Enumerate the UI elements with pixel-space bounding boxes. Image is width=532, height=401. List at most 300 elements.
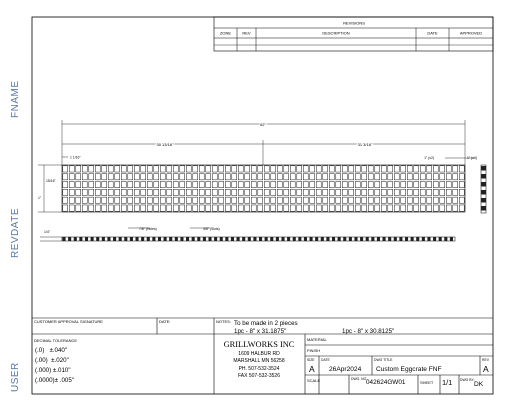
grid-cell bbox=[219, 174, 224, 180]
grid-cell bbox=[420, 189, 425, 195]
grid-cell bbox=[69, 189, 74, 195]
tolerance-label: DECIMAL TOLERANCE bbox=[34, 338, 78, 343]
grid-cell bbox=[453, 189, 458, 195]
grid-cell bbox=[82, 197, 87, 203]
grid-cell bbox=[284, 197, 289, 203]
grid-cell bbox=[401, 189, 406, 195]
grid-cell bbox=[225, 205, 230, 211]
grid-cell bbox=[277, 174, 282, 180]
grid-cell bbox=[69, 166, 74, 172]
grid-cell bbox=[323, 181, 328, 187]
grid-cell bbox=[219, 197, 224, 203]
grid-cell bbox=[433, 205, 438, 211]
edge-block bbox=[124, 237, 127, 241]
grid-cell bbox=[459, 205, 464, 211]
grid-cell bbox=[225, 174, 230, 180]
grid-cell bbox=[316, 205, 321, 211]
grid-cell bbox=[95, 197, 100, 203]
side-bar-segment bbox=[481, 174, 486, 179]
grid-cell bbox=[284, 189, 289, 195]
edge-block bbox=[304, 237, 307, 241]
grid-cell bbox=[290, 181, 295, 187]
customer-approval-label: CUSTOMER APPROVAL SIGNATURE bbox=[34, 319, 103, 324]
grid-cell bbox=[134, 174, 139, 180]
grid-cell bbox=[251, 166, 256, 172]
grid-cell bbox=[154, 205, 159, 211]
grid-cell bbox=[95, 189, 100, 195]
edge-block bbox=[411, 237, 414, 241]
grid-cell bbox=[245, 174, 250, 180]
grid-cell bbox=[323, 205, 328, 211]
grid-cell bbox=[310, 181, 315, 187]
grid-cell bbox=[297, 166, 302, 172]
grid-cell bbox=[147, 166, 152, 172]
grid-cell bbox=[167, 181, 172, 187]
grid-cell bbox=[271, 205, 276, 211]
grid-cell bbox=[381, 189, 386, 195]
edge-block bbox=[326, 237, 329, 241]
grid-cell bbox=[303, 197, 308, 203]
edge-block bbox=[394, 237, 397, 241]
grid-cell bbox=[407, 166, 412, 172]
grid-cell bbox=[440, 181, 445, 187]
grid-cell bbox=[193, 189, 198, 195]
grid-cell bbox=[271, 181, 276, 187]
grid-cell bbox=[108, 174, 113, 180]
dim-holes: 7/8" (Holes) bbox=[139, 227, 157, 231]
grid-cell bbox=[219, 181, 224, 187]
edge-block bbox=[388, 237, 391, 241]
grid-cell bbox=[264, 197, 269, 203]
grid-cell bbox=[355, 205, 360, 211]
grid-cell bbox=[82, 189, 87, 195]
grid-cell bbox=[193, 197, 198, 203]
edge-block bbox=[354, 237, 357, 241]
edge-block bbox=[164, 237, 167, 241]
edge-block bbox=[130, 237, 133, 241]
grid-cell bbox=[193, 205, 198, 211]
grid-cell bbox=[147, 197, 152, 203]
edge-block bbox=[237, 237, 240, 241]
grid-cell bbox=[141, 197, 146, 203]
grid-cell bbox=[446, 205, 451, 211]
grid-cell bbox=[381, 181, 386, 187]
grid-cell bbox=[76, 166, 81, 172]
grid-cell bbox=[108, 181, 113, 187]
grid-cell bbox=[180, 205, 185, 211]
grid-cell bbox=[414, 197, 419, 203]
grid-cell bbox=[245, 166, 250, 172]
grid-cell bbox=[102, 189, 107, 195]
edge-block bbox=[383, 237, 386, 241]
grid-cell bbox=[459, 189, 464, 195]
grid-cell bbox=[245, 181, 250, 187]
grid-cell bbox=[414, 205, 419, 211]
dim-left-margin: 1 1/16" bbox=[70, 155, 81, 160]
grid-cell bbox=[427, 174, 432, 180]
edge-block bbox=[85, 237, 88, 241]
grid-cell bbox=[115, 181, 120, 187]
grid-cell bbox=[401, 174, 406, 180]
dim-side-small: 1" bbox=[38, 196, 42, 200]
grid-cell bbox=[394, 205, 399, 211]
grid-cell bbox=[251, 189, 256, 195]
edge-block bbox=[349, 237, 352, 241]
grid-cell bbox=[446, 174, 451, 180]
grid-cell bbox=[401, 181, 406, 187]
edge-block bbox=[63, 237, 66, 241]
size-label: SIZE bbox=[307, 358, 315, 362]
grid-cell bbox=[212, 181, 217, 187]
grid-cell bbox=[284, 166, 289, 172]
grid-cell bbox=[407, 205, 412, 211]
date-label: DATE bbox=[321, 358, 330, 362]
grid-cell bbox=[264, 205, 269, 211]
grid-cell bbox=[329, 181, 334, 187]
grid-cell bbox=[407, 189, 412, 195]
grid-cell bbox=[232, 205, 237, 211]
edge-block bbox=[315, 237, 318, 241]
edge-block bbox=[192, 237, 195, 241]
grid-cell bbox=[323, 189, 328, 195]
grid-cell bbox=[102, 205, 107, 211]
grid-cell bbox=[446, 166, 451, 172]
grid-cell bbox=[284, 174, 289, 180]
grid-cell bbox=[414, 181, 419, 187]
grid-cell bbox=[316, 181, 321, 187]
notes-line2b: 1pc - 8" x 30.8125" bbox=[342, 328, 395, 335]
grid-cell bbox=[336, 181, 341, 187]
grid-cell bbox=[440, 166, 445, 172]
grid-cell bbox=[154, 189, 159, 195]
grid-cell bbox=[414, 189, 419, 195]
edge-block bbox=[265, 237, 268, 241]
grid-cell bbox=[128, 174, 133, 180]
grid-cell bbox=[297, 181, 302, 187]
grid-cell bbox=[173, 166, 178, 172]
grid-cell bbox=[186, 174, 191, 180]
edge-block bbox=[158, 237, 161, 241]
grid-cell bbox=[121, 189, 126, 195]
grid-cell bbox=[89, 181, 94, 187]
edge-block bbox=[96, 237, 99, 241]
grid-cell bbox=[433, 181, 438, 187]
revisions-title: REVISIONS bbox=[343, 20, 365, 26]
rev-header-description: DESCRIPTION bbox=[322, 30, 350, 36]
edge-block bbox=[180, 237, 183, 241]
grid-cell bbox=[381, 166, 386, 172]
edge-block bbox=[208, 237, 211, 241]
sheet-value: 1/1 bbox=[442, 378, 453, 387]
grid-cell bbox=[362, 174, 367, 180]
grid-cell bbox=[219, 205, 224, 211]
grid-cell bbox=[232, 189, 237, 195]
grid-cell bbox=[167, 166, 172, 172]
grid-cell bbox=[238, 205, 243, 211]
grid-cell bbox=[401, 197, 406, 203]
company-fax: FAX 507-532-3526 bbox=[238, 373, 280, 379]
grid-cell bbox=[336, 205, 341, 211]
grid-cell bbox=[349, 166, 354, 172]
grid-cell bbox=[219, 166, 224, 172]
grid-cell bbox=[173, 189, 178, 195]
company-name: GRILLWORKS INC bbox=[223, 340, 295, 349]
edge-block bbox=[287, 237, 290, 241]
grid-cell bbox=[147, 189, 152, 195]
edge-block bbox=[399, 237, 402, 241]
edge-block bbox=[276, 237, 279, 241]
grid-cell bbox=[271, 189, 276, 195]
grid-cell bbox=[245, 197, 250, 203]
grid-cell bbox=[89, 166, 94, 172]
grid-cell bbox=[362, 166, 367, 172]
edge-block bbox=[79, 237, 82, 241]
grid-cell bbox=[180, 181, 185, 187]
grid-cell bbox=[329, 205, 334, 211]
edge-block bbox=[74, 237, 77, 241]
grid-cell bbox=[414, 166, 419, 172]
grid-cell bbox=[355, 174, 360, 180]
material-label: MATERIAL bbox=[307, 337, 327, 342]
edge-block bbox=[68, 237, 71, 241]
grid-cell bbox=[102, 166, 107, 172]
grid-cell bbox=[407, 197, 412, 203]
grid-cell bbox=[89, 205, 94, 211]
grid-cell bbox=[290, 197, 295, 203]
rev-value: A bbox=[483, 364, 489, 374]
grid-cell bbox=[401, 166, 406, 172]
finish-label: FINISH bbox=[307, 348, 321, 353]
edge-block bbox=[444, 237, 447, 241]
grid-cell bbox=[290, 189, 295, 195]
dwg-title-value: Custom Eggcrate FNF bbox=[376, 366, 442, 373]
grid-cell bbox=[277, 205, 282, 211]
edge-block bbox=[197, 237, 200, 241]
grid-cell bbox=[440, 189, 445, 195]
dwg-by-label: DWG BY: bbox=[460, 378, 475, 382]
grid-cell bbox=[290, 205, 295, 211]
edge-block bbox=[422, 237, 425, 241]
grid-cell bbox=[251, 205, 256, 211]
grid-cell bbox=[115, 197, 120, 203]
grid-cell bbox=[375, 189, 380, 195]
grid-cell bbox=[258, 205, 263, 211]
approval-date-label: DATE: bbox=[159, 319, 171, 324]
grid-cell bbox=[368, 205, 373, 211]
grid-cell bbox=[173, 181, 178, 187]
grid-cell bbox=[238, 197, 243, 203]
grid-cell bbox=[303, 205, 308, 211]
grid-cell bbox=[342, 166, 347, 172]
grid-cell bbox=[316, 189, 321, 195]
grid-cell bbox=[167, 189, 172, 195]
edge-block bbox=[203, 237, 206, 241]
grid-cell bbox=[284, 205, 289, 211]
company-address2: MARSHALL MN 56258 bbox=[233, 358, 285, 364]
grid-cell bbox=[381, 197, 386, 203]
edge-block bbox=[141, 237, 144, 241]
grid-cell bbox=[290, 166, 295, 172]
grid-cell bbox=[147, 205, 152, 211]
grid-cell bbox=[206, 197, 211, 203]
scale-label: SCALE bbox=[307, 378, 321, 383]
grid-cell bbox=[128, 166, 133, 172]
grid-cell bbox=[433, 174, 438, 180]
grid-cell bbox=[69, 197, 74, 203]
grid-cell bbox=[342, 181, 347, 187]
grid-cell bbox=[121, 166, 126, 172]
company-phone: PH. 507-532-3524 bbox=[238, 366, 280, 372]
grid-cell bbox=[76, 174, 81, 180]
grid-cell bbox=[251, 181, 256, 187]
edge-block bbox=[338, 237, 341, 241]
grid-cell bbox=[264, 181, 269, 187]
side-bar-segment bbox=[481, 206, 486, 211]
edge-block bbox=[169, 237, 172, 241]
dwg-no-label: DWG. NO. bbox=[351, 377, 368, 381]
grid-cell bbox=[264, 166, 269, 172]
grid-cell bbox=[388, 205, 393, 211]
grid-cell bbox=[349, 181, 354, 187]
grid-cell bbox=[362, 189, 367, 195]
grid-cell bbox=[316, 197, 321, 203]
dim-right-piece: 31 3/16" bbox=[357, 142, 373, 147]
grid-cell bbox=[160, 174, 165, 180]
edge-block bbox=[248, 237, 251, 241]
grid-cell bbox=[303, 174, 308, 180]
grid-cell bbox=[258, 174, 263, 180]
grid-cell bbox=[173, 174, 178, 180]
grid-cell bbox=[167, 197, 172, 203]
grid-cell bbox=[459, 174, 464, 180]
grid-cell bbox=[232, 166, 237, 172]
grid-cell bbox=[355, 197, 360, 203]
grid-cell bbox=[95, 166, 100, 172]
grid-cell bbox=[394, 197, 399, 203]
grid-cell bbox=[167, 174, 172, 180]
edge-block bbox=[102, 237, 105, 241]
tolerance-row-3: (.000) ±.010" bbox=[35, 367, 71, 374]
grid-cell bbox=[433, 197, 438, 203]
grid-cell bbox=[89, 174, 94, 180]
grid-cell bbox=[362, 197, 367, 203]
grid-cell bbox=[69, 205, 74, 211]
grid-cell bbox=[414, 174, 419, 180]
edge-block bbox=[214, 237, 217, 241]
grid-cell bbox=[349, 205, 354, 211]
grid-cell bbox=[388, 181, 393, 187]
grid-cell bbox=[115, 189, 120, 195]
eggcrate-top-view bbox=[62, 165, 465, 212]
grid-cell bbox=[349, 189, 354, 195]
grid-cell bbox=[433, 189, 438, 195]
edge-block bbox=[439, 237, 442, 241]
grid-cell bbox=[310, 174, 315, 180]
grid-cell bbox=[407, 174, 412, 180]
grid-cell bbox=[76, 205, 81, 211]
grid-cell bbox=[303, 181, 308, 187]
grid-cell bbox=[206, 166, 211, 172]
grid-cell bbox=[258, 189, 263, 195]
grid-cell bbox=[180, 197, 185, 203]
side-bar-segment bbox=[481, 182, 486, 187]
grid-cell bbox=[440, 205, 445, 211]
grid-cell bbox=[147, 174, 152, 180]
grid-cell bbox=[212, 197, 217, 203]
grid-cell bbox=[115, 205, 120, 211]
grid-cell bbox=[355, 189, 360, 195]
side-bar-segment bbox=[481, 190, 486, 195]
grid-cell bbox=[76, 197, 81, 203]
grid-cell bbox=[323, 166, 328, 172]
grid-cell bbox=[193, 181, 198, 187]
grid-cell bbox=[160, 181, 165, 187]
rev-header-approved: APPROVED bbox=[459, 30, 483, 36]
grid-cell bbox=[427, 205, 432, 211]
edge-block bbox=[281, 237, 284, 241]
grid-cell bbox=[323, 174, 328, 180]
grid-cell bbox=[121, 181, 126, 187]
grid-cell bbox=[108, 166, 113, 172]
grid-cell bbox=[95, 174, 100, 180]
edge-block bbox=[225, 237, 228, 241]
tolerance-row-4: (.0000)± .005" bbox=[35, 377, 74, 384]
grid-cell bbox=[271, 197, 276, 203]
grid-cell bbox=[427, 189, 432, 195]
rev-header-rev: REV bbox=[242, 30, 251, 36]
grid-cell bbox=[336, 166, 341, 172]
grid-cell bbox=[420, 174, 425, 180]
edge-block bbox=[427, 237, 430, 241]
grid-cell bbox=[459, 166, 464, 172]
grid-cell bbox=[154, 166, 159, 172]
grid-cell bbox=[375, 166, 380, 172]
grid-cell bbox=[186, 197, 191, 203]
grid-cell bbox=[303, 166, 308, 172]
grid-cell bbox=[199, 174, 204, 180]
grid-cell bbox=[141, 174, 146, 180]
grid-cell bbox=[290, 174, 295, 180]
grid-cell bbox=[82, 174, 87, 180]
grid-cell bbox=[368, 181, 373, 187]
edge-block bbox=[377, 237, 380, 241]
grid-cell bbox=[446, 181, 451, 187]
grid-cell bbox=[173, 197, 178, 203]
edge-block bbox=[270, 237, 273, 241]
grid-cell bbox=[102, 197, 107, 203]
grid-cell bbox=[199, 166, 204, 172]
grid-cell bbox=[238, 189, 243, 195]
edge-block bbox=[113, 237, 116, 241]
grid-cell bbox=[459, 197, 464, 203]
grid-cell bbox=[388, 197, 393, 203]
dim-slots: 3/8" (Slots) bbox=[203, 227, 220, 231]
grid-cell bbox=[271, 174, 276, 180]
grid-cell bbox=[342, 197, 347, 203]
grid-cell bbox=[115, 174, 120, 180]
grid-cell bbox=[95, 205, 100, 211]
grid-cell bbox=[427, 197, 432, 203]
grid-cell bbox=[297, 205, 302, 211]
grid-cell bbox=[401, 205, 406, 211]
grid-cell bbox=[108, 205, 113, 211]
grid-cell bbox=[238, 166, 243, 172]
grid-cell bbox=[193, 166, 198, 172]
edge-block bbox=[91, 237, 94, 241]
grid-cell bbox=[199, 205, 204, 211]
grid-cell bbox=[303, 189, 308, 195]
grid-cell bbox=[69, 174, 74, 180]
